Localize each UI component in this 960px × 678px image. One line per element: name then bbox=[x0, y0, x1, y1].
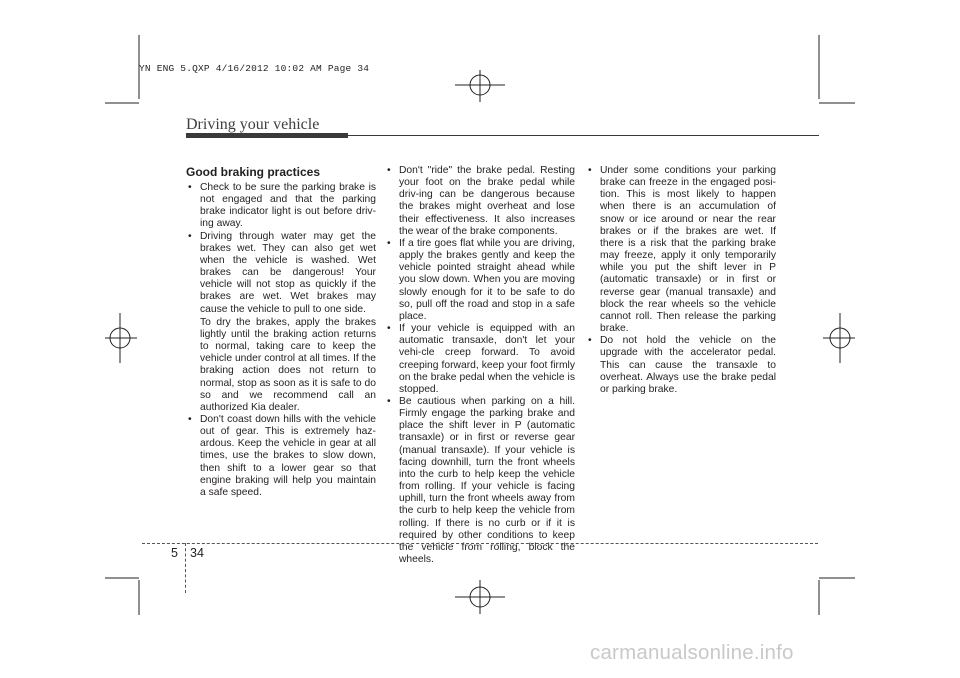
header-rule bbox=[348, 135, 819, 136]
bullet-item: • Don't "ride" the brake pedal. Resting your foot on the brake pedal while driv-ing can be dangerous because the brakes might overheat and lose their effectiveness. It also increases the wear of the brake components. bbox=[385, 165, 575, 238]
print-slug: YN ENG 5.QXP 4/16/2012 10:02 AM Page 34 bbox=[139, 63, 370, 74]
bullet-item: • If your vehicle is equipped with an automatic transaxle, don't let your vehi-cle creep forward. To avoid creeping forward, keep your foot firmly on the brake pedal when the vehicle is stopped. bbox=[385, 323, 575, 396]
text-column-2 bbox=[385, 165, 575, 566]
registration-mark-top bbox=[455, 70, 505, 102]
text-column-3 bbox=[586, 165, 776, 396]
header-bar bbox=[186, 133, 348, 138]
page-number: 34 bbox=[190, 546, 204, 560]
paragraph: To dry the brakes, apply the brakes lightly until the braking action returns to normal, taking care to keep the vehicle under control at all times. If the braking action does not return to normal, stop as soon as it is safe to do so and we recommend call an authorized Kia dealer. bbox=[200, 316, 376, 413]
chapter-number: 5 bbox=[171, 546, 178, 560]
bullet-item: • Do not hold the vehicle on the upgrade with the accelerator pedal. This can cause the transaxle to overheat. Always use the brake pedal or parking brake. bbox=[586, 335, 776, 396]
registration-mark-bottom bbox=[455, 580, 505, 614]
registration-mark-right bbox=[823, 313, 855, 363]
registration-mark-left bbox=[105, 313, 137, 363]
footer-divider bbox=[185, 543, 186, 593]
footer-rule bbox=[142, 543, 818, 544]
bullet-item: • If a tire goes flat while you are driving, apply the brakes gently and keep the vehicle pointed straight ahead while you slow down. When you are moving slowly enough for it to be safe to do so, pull off the road and stop in a safe place. bbox=[385, 238, 575, 323]
bullet-item: • Don't coast down hills with the vehicle out of gear. This is extremely haz-ardous. Keep the vehicle in gear at all times, use the brakes to slow down, then shift to a lower gear so that engine braking will help you maintain a safe speed. bbox=[186, 414, 376, 499]
bullet-item: • Be cautious when parking on a hill. Firmly engage the parking brake and place the shift lever in P (automatic transaxle) or in first or reverse gear (manual transaxle). If your vehicle is facing downhill, turn the front wheels into the curb to help keep the vehicle from rolling. If your vehicle is facing uphill, turn the front wheels away from the curb to help keep the vehicle from rolling. If there is no curb or if it is required by other conditions to keep the vehicle from rolling, block the wheels. bbox=[385, 396, 575, 566]
watermark: carmanualsonline.info bbox=[590, 641, 794, 664]
bullet-item: • Check to be sure the parking brake is not engaged and that the parking brake indicator light is out before driv-ing away. bbox=[186, 182, 376, 231]
text-column-1 bbox=[186, 165, 376, 499]
section-title: Good braking practices bbox=[186, 165, 321, 179]
page-header-title: Driving your vehicle bbox=[186, 116, 320, 133]
bullet-item: • Under some conditions your parking brake can freeze in the engaged posi-tion. This is most likely to happen when there is an accumulation of snow or ice around or near the rear brakes or if the brakes are wet. If there is a risk that the parking brake may freeze, apply it only temporarily while you put the shift lever in P (automatic transaxle) or in first or reverse gear (manual transaxle) and block the rear wheels so the vehicle cannot roll. Then release the parking brake. bbox=[586, 165, 776, 335]
bullet-item: • Driving through water may get the brakes wet. They can also get wet when the vehicle is washed. Wet brakes can be dangerous! Your vehicle will not stop as quickly if the brakes are wet. Wet brakes may cause the vehicle to pull to one side. bbox=[186, 231, 376, 316]
